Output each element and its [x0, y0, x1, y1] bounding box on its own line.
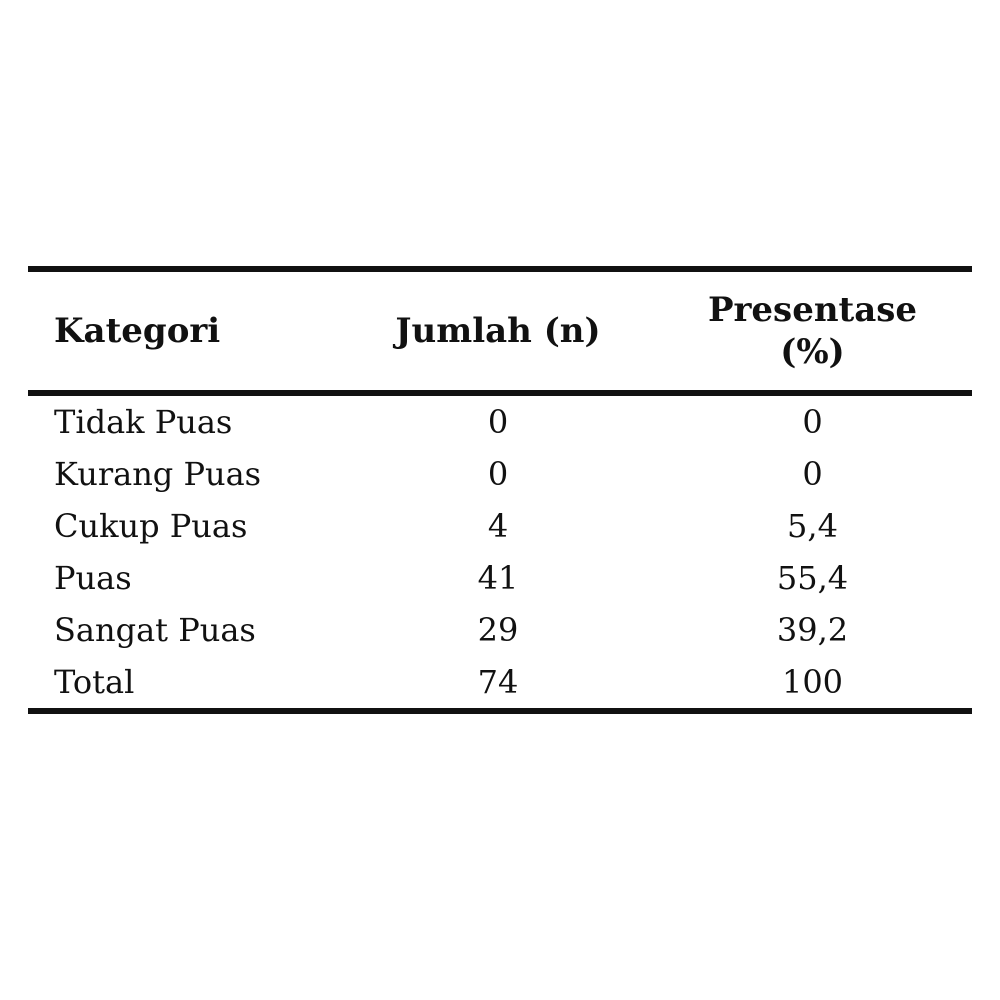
table-row-total [28, 656, 972, 708]
data-table [28, 272, 972, 390]
row-category: Kurang Puas [54, 455, 262, 493]
header-percent-line1: Presentase [707, 290, 918, 330]
header-percent [653, 272, 972, 390]
row-percent: 5,4 [787, 507, 838, 545]
table-row [28, 448, 972, 500]
table-row [28, 396, 972, 448]
row-percent: 0 [802, 455, 823, 493]
satisfaction-table [28, 266, 972, 714]
row-percent: 0 [802, 403, 823, 441]
header-row [28, 272, 972, 390]
header-count: Jumlah (n) [395, 311, 601, 351]
row-percent: 39,2 [776, 611, 849, 649]
row-percent: 100 [781, 663, 844, 701]
row-count: 0 [487, 403, 509, 441]
row-count: 29 [477, 611, 519, 649]
row-category: Cukup Puas [54, 507, 248, 545]
row-category: Tidak Puas [54, 403, 233, 441]
header-category: Kategori [54, 311, 221, 351]
row-count: 0 [487, 455, 509, 493]
row-category: Puas [54, 559, 132, 597]
bottom-rule [28, 708, 972, 714]
row-percent: 55,4 [776, 559, 849, 597]
table-row [28, 604, 972, 656]
data-table-body [28, 396, 972, 708]
row-count: 4 [487, 507, 509, 545]
table-row [28, 552, 972, 604]
row-category: Sangat Puas [54, 611, 256, 649]
header-percent-line2: (%) [780, 332, 845, 372]
row-count: 41 [477, 559, 519, 597]
row-count: 74 [477, 663, 519, 701]
row-category: Total [54, 663, 135, 701]
table-row [28, 500, 972, 552]
